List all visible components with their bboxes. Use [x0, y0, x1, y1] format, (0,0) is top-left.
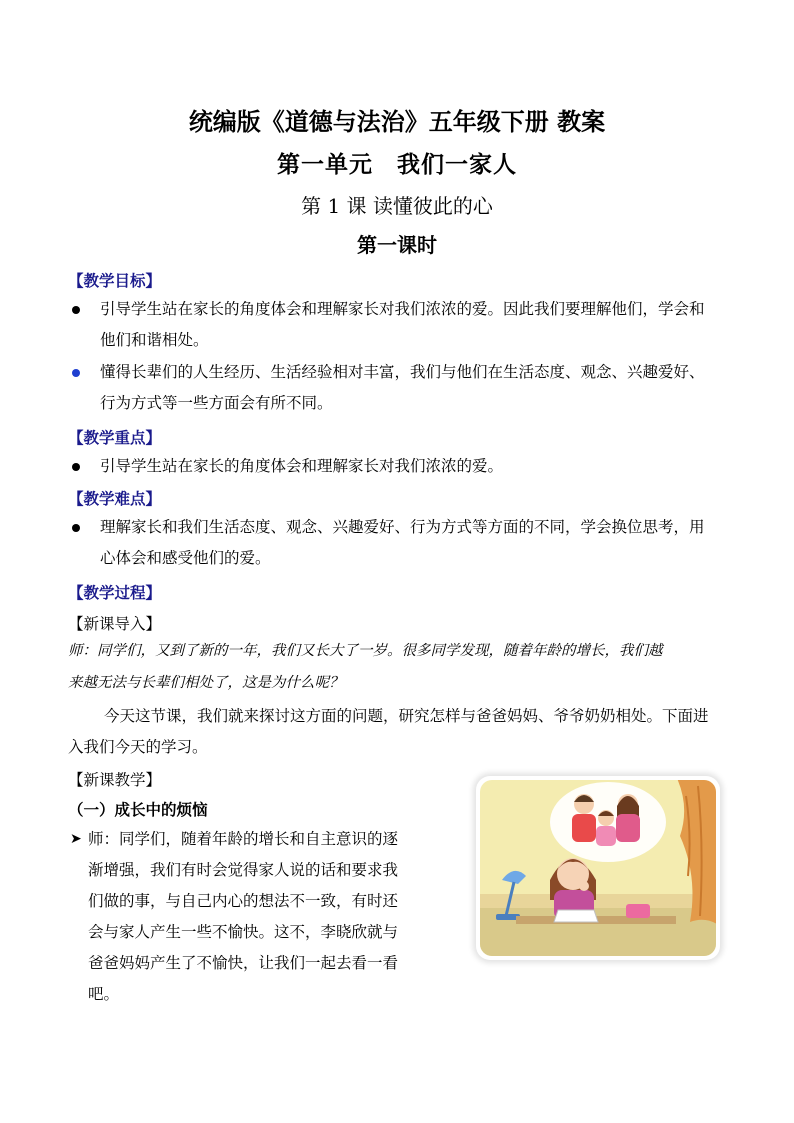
teach-label: 【新课教学】: [68, 771, 162, 789]
difficulty-line-1: 理解家长和我们生活态度、观念、兴趣爱好、行为方式等方面的不同，学会换位思考，用: [100, 518, 705, 536]
lesson-title: 第 1 课 读懂彼此的心: [301, 194, 493, 218]
section-1-line-5: 爸爸妈妈产生了不愉快，让我们一起去看一看: [88, 954, 399, 972]
document-title: 统编版《道德与法治》五年级下册 教案: [188, 108, 606, 136]
key-point-item: 引导学生站在家长的角度体会和理解家长对我们浓浓的爱。: [100, 457, 504, 475]
bullet-icon: [72, 369, 80, 377]
intro-line-2: 来越无法与长辈们相处了，这是为什么呢？: [68, 675, 344, 691]
period-title: 第一课时: [357, 233, 437, 257]
process-label: 【教学过程】: [68, 584, 162, 602]
intro-line-1: 师：同学们，又到了新的一年，我们又长大了一岁。很多同学发现，随着年龄的增长，我们越: [68, 643, 663, 659]
intro-paragraph-line-1: 今天这节课，我们就来探讨这方面的问题，研究怎样与爸爸妈妈、爷爷奶奶相处。下面进: [104, 707, 709, 725]
arrow-bullet-icon: ➤: [70, 831, 82, 847]
section-1-line-2: 渐增强，我们有时会觉得家人说的话和要求我: [88, 861, 399, 879]
section-1-line-3: 们做的事，与自己内心的想法不一致，有时还: [88, 892, 399, 910]
section-1-line-6: 吧。: [88, 985, 120, 1003]
intro-label: 【新课导入】: [68, 615, 162, 633]
objective-2-line-1: 懂得长辈们的人生经历、生活经验相对丰富，我们与他们在生活态度、观念、兴趣爱好、: [100, 363, 705, 381]
bullet-icon: [72, 306, 80, 314]
objective-2-line-2: 行为方式等一些方面会有所不同。: [100, 394, 333, 412]
objectives-label: 【教学目标】: [68, 272, 162, 290]
intro-paragraph-line-2: 入我们今天的学习。: [68, 738, 208, 756]
section-1-heading: （一）成长中的烦恼: [68, 801, 208, 819]
objective-1-line-1: 引导学生站在家长的角度体会和理解家长对我们浓浓的爱。因此我们要理解他们，学会和: [100, 300, 705, 318]
section-1-line-4: 会与家人产生一些不愉快。这不，李晓欣就与: [88, 923, 399, 941]
bullet-icon: [72, 463, 80, 471]
unit-title: 第一单元 我们一家人: [277, 152, 517, 178]
key-points-label: 【教学重点】: [68, 429, 162, 447]
lesson-illustration: [476, 776, 720, 960]
objective-1-line-2: 他们和谐相处。: [100, 331, 209, 349]
section-1-line-1: 师：同学们，随着年龄的增长和自主意识的逐: [88, 830, 399, 848]
difficulties-label: 【教学难点】: [68, 490, 162, 508]
difficulty-line-2: 心体会和感受他们的爱。: [100, 549, 271, 567]
girl-thinking-illustration: [476, 776, 720, 960]
bullet-icon: [72, 524, 80, 532]
